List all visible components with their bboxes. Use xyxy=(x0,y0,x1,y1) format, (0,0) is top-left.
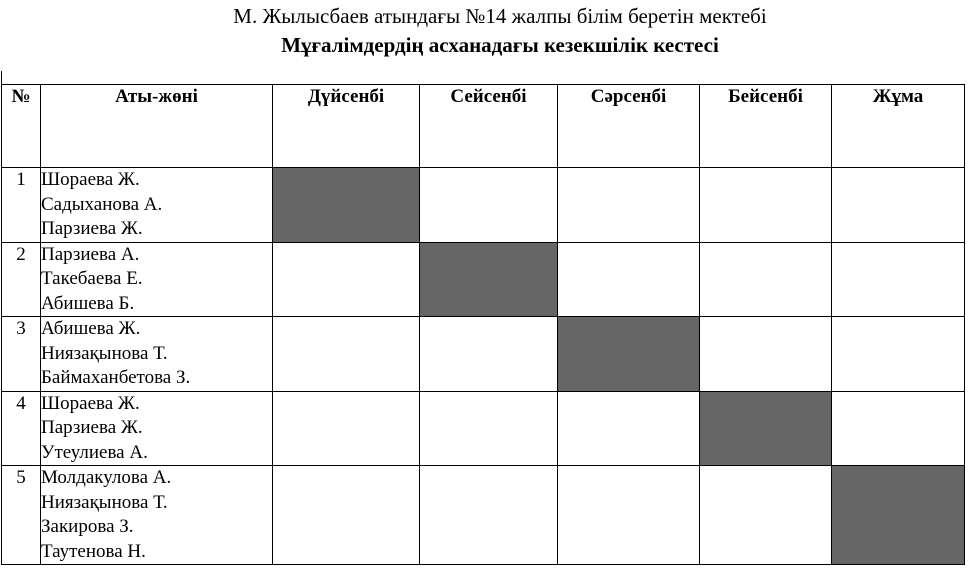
empty-cell xyxy=(273,466,420,565)
teacher-name: Шораева Ж. xyxy=(41,169,140,190)
teacher-name: Закирова З. xyxy=(41,516,134,537)
row-number: 4 xyxy=(2,391,41,466)
empty-cell xyxy=(700,466,832,565)
empty-cell xyxy=(832,317,965,392)
teacher-name: Парзиева Ж. xyxy=(41,417,143,438)
teacher-name: Баймаханбетова З. xyxy=(41,367,191,388)
table-row xyxy=(2,391,965,466)
empty-cell xyxy=(558,168,700,243)
teacher-names xyxy=(41,168,273,243)
row-number: 1 xyxy=(2,168,41,243)
header-number: № xyxy=(2,85,41,168)
header-wednesday: Сәрсенбі xyxy=(558,85,700,168)
schedule-title: Мұғалімдердің асханадағы кезекшілік кестесі xyxy=(281,33,719,57)
duty-cell-thursday xyxy=(700,391,832,466)
teacher-name: Такебаева Е. xyxy=(41,268,143,289)
teacher-names xyxy=(41,242,273,317)
teacher-name: Парзиева Ж. xyxy=(41,218,143,239)
row-number: 3 xyxy=(2,317,41,392)
header-thursday: Бейсенбі xyxy=(700,85,832,168)
header-row xyxy=(2,85,965,168)
header-name: Аты-жөні xyxy=(41,85,273,168)
empty-cell xyxy=(558,391,700,466)
teacher-name: Шораева Ж. xyxy=(41,392,140,414)
empty-cell xyxy=(273,391,420,466)
duty-cell-tuesday xyxy=(420,242,558,317)
duty-cell-monday xyxy=(273,168,420,243)
empty-cell xyxy=(832,242,965,317)
teacher-name: Молдакулова А. xyxy=(41,467,172,488)
table-row xyxy=(2,317,965,392)
table-row xyxy=(2,168,965,243)
empty-cell xyxy=(273,317,420,392)
empty-cell xyxy=(832,391,965,466)
duty-schedule-table xyxy=(1,84,965,565)
row-number: 5 xyxy=(2,466,41,565)
empty-cell xyxy=(700,168,832,243)
empty-cell xyxy=(420,391,558,466)
teacher-name: Садыханова А. xyxy=(41,193,163,215)
teacher-name: Утеулиева А. xyxy=(41,441,148,463)
teacher-names xyxy=(41,466,273,565)
teacher-name: Абишева Б. xyxy=(41,292,135,314)
header-monday: Дүйсенбі xyxy=(273,85,420,168)
empty-cell xyxy=(700,242,832,317)
teacher-names xyxy=(41,317,273,392)
empty-cell xyxy=(700,317,832,392)
page-border-line xyxy=(1,71,2,85)
table-row xyxy=(2,466,965,565)
empty-cell xyxy=(273,242,420,317)
duty-cell-friday xyxy=(832,466,965,565)
school-name-title: М. Жылысбаев атындағы №14 жалпы білім беретін мектебі xyxy=(233,4,767,28)
teacher-name: Парзиева А. xyxy=(41,243,140,265)
teacher-names xyxy=(41,391,273,466)
teacher-name: Ниязақынова Т. xyxy=(41,491,168,513)
empty-cell xyxy=(558,466,700,565)
row-number: 2 xyxy=(2,242,41,317)
duty-cell-wednesday xyxy=(558,317,700,392)
empty-cell xyxy=(420,317,558,392)
empty-cell xyxy=(558,242,700,317)
empty-cell xyxy=(832,168,965,243)
table-row xyxy=(2,242,965,317)
teacher-name: Абишева Ж. xyxy=(41,318,141,339)
empty-cell xyxy=(420,168,558,243)
header-friday: Жұма xyxy=(832,85,965,168)
header-tuesday: Сейсенбі xyxy=(420,85,558,168)
empty-cell xyxy=(420,466,558,565)
teacher-name: Ниязақынова Т. xyxy=(41,342,168,364)
teacher-name: Таутенова Н. xyxy=(41,540,146,562)
